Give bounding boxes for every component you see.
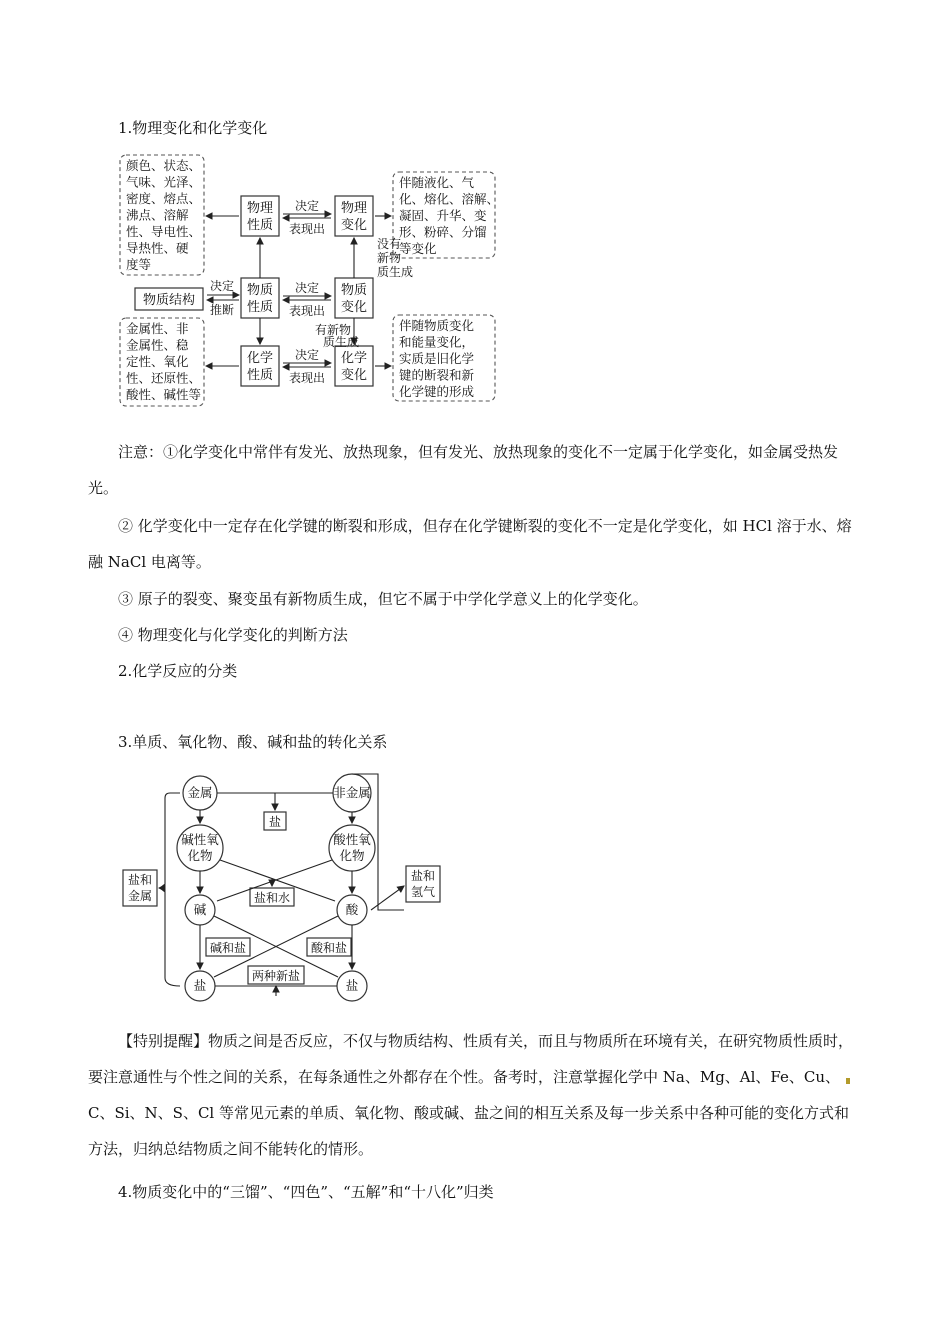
infers-label: 推断 bbox=[209, 303, 235, 317]
base-and-salt-box: 碱和盐 bbox=[209, 941, 247, 955]
chemical-properties-list-line: 金属性、稳 bbox=[126, 337, 189, 353]
no-new-substance-label-3: 质生成 bbox=[377, 265, 414, 279]
decides-label-structure: 决定 bbox=[209, 279, 235, 293]
section-2-heading: 2.化学反应的分类 bbox=[118, 662, 238, 680]
decides-label-physical: 决定 bbox=[294, 199, 320, 213]
physical-change-list-line: 凝固、升华、变 bbox=[399, 208, 487, 223]
physical-properties-list-line: 颜色、状态、 bbox=[126, 158, 202, 173]
decides-label-substance: 决定 bbox=[294, 281, 320, 295]
new-substance-label-1: 有新物 bbox=[315, 323, 352, 337]
physical-change-list-line: 伴随液化、气 bbox=[399, 175, 475, 190]
yellow-mark bbox=[846, 1078, 850, 1084]
two-new-salts-box: 两种新盐 bbox=[251, 969, 301, 983]
section-3-heading: 3.单质、氧化物、酸、碱和盐的转化关系 bbox=[118, 733, 388, 751]
physical-change-list-line: 化、熔化、溶解、 bbox=[399, 191, 500, 207]
note-4: ④ 物理变化与化学变化的判断方法 bbox=[118, 626, 348, 644]
chemical-properties-list-line: 定性、氧化 bbox=[126, 354, 189, 369]
substance-change-label-2: 变化 bbox=[340, 300, 368, 315]
physical-properties-list-line: 气味、光泽、 bbox=[126, 174, 202, 190]
section-1-heading: 1.物理变化和化学变化 bbox=[118, 119, 268, 137]
metal-node: 金属 bbox=[187, 785, 213, 800]
chemical-change-list-line: 化学键的形成 bbox=[399, 384, 475, 399]
base-node: 碱 bbox=[193, 902, 207, 917]
physical-change-list-line: 形、粉碎、分馏 bbox=[399, 224, 487, 240]
salt-and-hydrogen-box-2: 氢气 bbox=[410, 885, 436, 899]
basic-oxide-node-1: 碱性氧 bbox=[181, 832, 219, 847]
note-1: 注意：①化学变化中常伴有发光、放热现象，但有发光、放热现象的变化不一定属于化学变化，如金属受热发光。 bbox=[88, 443, 839, 497]
no-new-substance-label-1: 没有 bbox=[377, 237, 402, 251]
acid-node: 酸 bbox=[345, 902, 359, 917]
physical-properties-list-line: 密度、熔点、 bbox=[126, 191, 202, 206]
substance-property-label-2: 性质 bbox=[246, 300, 274, 315]
substance-change-label-1: 物质 bbox=[340, 283, 368, 298]
salt-and-metal-box-2: 金属 bbox=[127, 889, 153, 903]
chemical-change-list-line: 伴随物质变化 bbox=[399, 318, 475, 333]
salt-and-hydrogen-box-1: 盐和 bbox=[410, 869, 436, 883]
decides-label-chemical: 决定 bbox=[294, 348, 320, 362]
physical-change-label-2: 变化 bbox=[340, 218, 368, 233]
new-substance-label-2: 质生成 bbox=[323, 335, 360, 349]
salt-right-node: 盐 bbox=[345, 978, 359, 993]
special-tip: 【特别提醒】物质之间是否反应，不仅与物质结构、性质有关，而且与物质所在环境有关，在研究物质性质时，要注意通性与个性之间的关系，在每条通性之外都存在个性。备考时，注意掌握化学中 Na、Mg、Al、Fe、Cu、C、Si、N、S、Cl 等常见元素的单质、氧化物、酸或碱、盐之间的相互关系及每一步关系中各种可能的变化方式和方法，归纳总结物质之间不能转化的情形。 bbox=[88, 1032, 854, 1158]
salt-and-water-box: 盐和水 bbox=[253, 891, 291, 905]
physical-change-list-line: 等变化 bbox=[399, 241, 437, 256]
physical-properties-list-line: 度等 bbox=[126, 257, 152, 272]
chemical-change-label-1: 化学 bbox=[340, 351, 368, 366]
substance-property-label-1: 物质 bbox=[246, 283, 274, 298]
physical-property-label-2: 性质 bbox=[246, 218, 274, 233]
basic-oxide-node-2: 化物 bbox=[187, 848, 213, 863]
substance-conversion-diagram bbox=[120, 766, 445, 1006]
chemical-change-list-line: 和能量变化， bbox=[399, 334, 475, 350]
note-3: ③ 原子的裂变、聚变虽有新物质生成，但它不属于中学化学意义上的化学变化。 bbox=[118, 590, 648, 608]
chemical-properties-list-line: 性、还原性、 bbox=[126, 370, 202, 386]
manifests-label-physical: 表现出 bbox=[288, 222, 326, 236]
acidic-oxide-node-2: 化物 bbox=[339, 848, 365, 863]
physical-change-label-1: 物理 bbox=[340, 201, 368, 216]
physical-properties-list-line: 导热性、硬 bbox=[126, 240, 189, 256]
chemical-properties-list-line: 酸性、碱性等 bbox=[126, 387, 202, 402]
physical-properties-list-line: 沸点、溶解 bbox=[126, 207, 189, 223]
chemical-property-label-1: 化学 bbox=[246, 351, 274, 366]
note-2: ② 化学变化中一定存在化学键的断裂和形成，但存在化学键断裂的变化不一定是化学变化，如 HCl 溶于水、熔融 NaCl 电离等。 bbox=[88, 517, 852, 571]
substance-structure-label: 物质结构 bbox=[142, 293, 196, 308]
acidic-oxide-node-1: 酸性氧 bbox=[333, 832, 371, 847]
section-4-heading: 4.物质变化中的“三馏”、“四色”、“五解”和“十八化”归类 bbox=[118, 1183, 494, 1201]
manifests-label-chemical: 表现出 bbox=[288, 371, 326, 385]
chemical-change-label-2: 变化 bbox=[340, 368, 368, 383]
nonmetal-node: 非金属 bbox=[333, 785, 371, 800]
salt-and-metal-box-1: 盐和 bbox=[127, 873, 153, 887]
chemical-properties-list-line: 金属性、非 bbox=[126, 321, 189, 336]
acid-and-salt-box: 酸和盐 bbox=[310, 941, 348, 955]
chemical-change-list-line: 键的断裂和新 bbox=[399, 367, 475, 383]
salt-top-box: 盐 bbox=[268, 815, 282, 829]
physical-property-label-1: 物理 bbox=[246, 201, 274, 216]
chemical-property-label-2: 性质 bbox=[246, 368, 274, 383]
no-new-substance-label-2: 新物 bbox=[377, 251, 402, 265]
salt-left-node: 盐 bbox=[193, 978, 207, 993]
physical-properties-list-line: 性、导电性、 bbox=[126, 224, 202, 239]
chemical-change-list-line: 实质是旧化学 bbox=[399, 351, 475, 366]
physical-chemical-change-diagram bbox=[115, 150, 505, 412]
manifests-label-substance: 表现出 bbox=[288, 304, 326, 318]
